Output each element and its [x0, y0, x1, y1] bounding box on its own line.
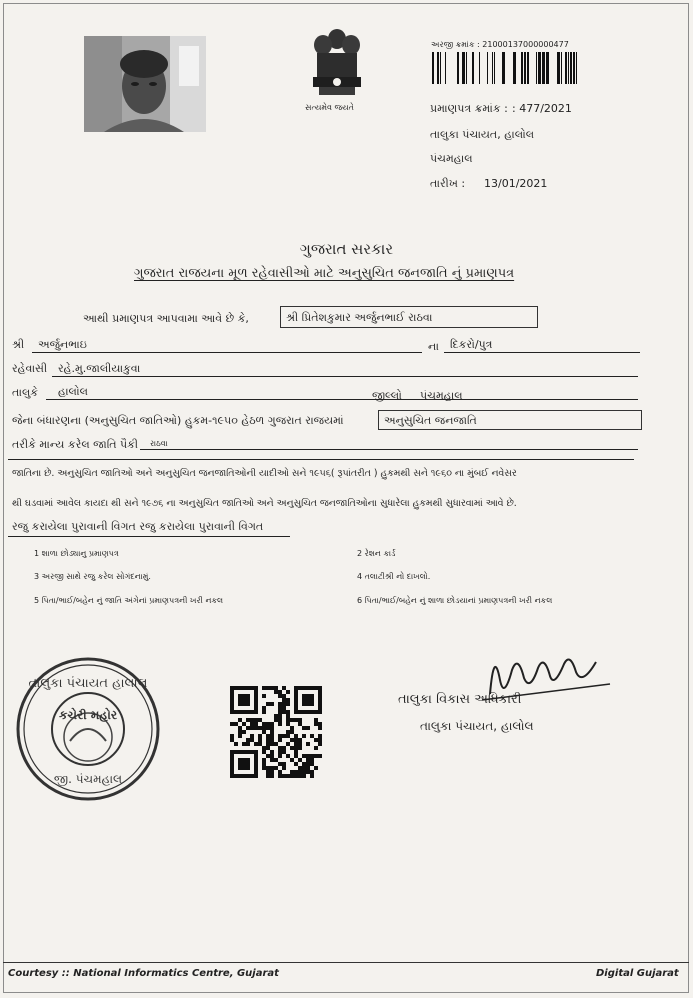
paragraph-line-2: થી ઘડવામાં આવેલ કાયદા થી સને ૧૯૭૬ ના અનુસુચિત જાતિઓ અને અનુસુચિત જનજાતિઓના સુધારેલા હુકમથી સુધારવામાં આવે છે.: [12, 498, 517, 509]
evidence-item: 3 અરજી સાથે રજુ કરેલ સોગંદનામું.: [34, 572, 151, 581]
evidence-item: 4 તલાટીશ્રી નો દાખલો.: [357, 572, 431, 581]
evidence-item: 2 રેશન કાર્ડ: [357, 549, 396, 558]
signatory-designation: તાલુકા વિકાસ અધિકારી: [398, 692, 522, 707]
national-emblem-icon: [303, 25, 371, 115]
evidence-item: 1 શાળા છોડ્યાનુ પ્રમાણપત્ર: [34, 549, 119, 558]
father-name-line: [32, 352, 422, 353]
certificate-number: : 477/2021: [512, 102, 572, 115]
government-title: ગુજરાત સરકાર: [299, 240, 394, 258]
office-seal-stamp: [14, 655, 162, 803]
category: અનુસુચિત જનજાતિ: [384, 414, 477, 427]
tribe-label: તરીકે માન્ય કરેલ જાતિ પૈકી: [12, 438, 139, 451]
relation-line: [444, 352, 640, 353]
application-number: અરજી ક્રમાંક : 21000137000000477: [431, 40, 569, 49]
applicant-photo: [84, 36, 206, 132]
emblem-motto: સત્યમેવ જયતે: [305, 103, 354, 112]
seal-ring-text: તાલુકા પંચાયત હાલોલ: [28, 676, 148, 691]
shri-label: શ્રી: [12, 338, 25, 351]
district: પંચમહાલ: [420, 389, 463, 402]
intro-text: આથી પ્રમાણપત્ર આપવામા આવે છે કે,: [83, 312, 249, 325]
signatory-office: તાલુકા પંચાયત, હાલોલ: [420, 719, 534, 733]
paragraph-top-rule: [8, 459, 634, 460]
taluka: હાલોલ: [58, 385, 88, 398]
district-label: જીલ્લો: [372, 389, 402, 402]
date-label: તારીખ :: [430, 177, 466, 190]
taluka-line: [46, 399, 638, 400]
certificate-number-label: પ્રમાણપત્ર ક્રમાંક :: [430, 102, 508, 115]
issuing-district: પંચમહાલ: [430, 152, 473, 165]
footer-rule: [3, 962, 689, 963]
evidence-heading: રજુ કરાયેલા પુરાવાની વિગત રજુ કરાયેલા પુરાવાની વિગત: [12, 520, 264, 533]
certificate-title: ગુજરાત રાજયના મૂળ રહેવાસીઓ માટે અનુસુચિત જનજાતિ નું પ્રમાણપત્ર: [134, 266, 515, 281]
resident-label: રહેવાસી: [12, 362, 48, 375]
evidence-heading-rule: [8, 536, 290, 537]
verification-qr-code: [230, 686, 322, 778]
footer-brand: Digital Gujarat: [596, 968, 679, 979]
seal-center-text: કચેરી મહોર: [58, 708, 118, 722]
taluka-label: તાલુકે: [12, 386, 39, 399]
residence: રહે.મુ.જાલીયાકુવા: [58, 362, 141, 375]
issue-date: 13/01/2021: [484, 177, 548, 190]
evidence-item: 5 પિતા/ભાઈ/બહેન નું જાતિ અંગેનાં પ્રમાણપત્રની ખરી નકલ: [34, 596, 224, 605]
evidence-item: 6 પિતા/ભાઈ/બહેન નું શાળા છોડયાનાં પ્રમાણપત્રની ખરી નકલ: [357, 596, 553, 605]
order-text: જેના બંધારણના (અનુસુચિત જાતિઓ) હુકમ-૧૯૫૦ હેઠળ ગુજરાત રાજયમાં: [12, 414, 344, 427]
application-barcode: [432, 52, 580, 84]
holder-name: શ્રી પ્રિતેશકુમાર અર્જુનભાઈ રાઠવા: [286, 311, 433, 324]
seal-bottom-text: જી. પંચમહાલ: [53, 772, 123, 786]
footer-courtesy: Courtesy :: National Informatics Centre, Gujarat: [8, 968, 279, 979]
na-label: ના: [428, 340, 439, 353]
relation: દિકરો/પુત્ર: [450, 338, 493, 351]
issuing-office: તાલુકા પંચાયત, હાલોલ: [430, 128, 535, 141]
tribe-line: [140, 449, 638, 450]
tribe: રાઠવા: [150, 439, 168, 448]
paragraph-line-1: જાતિના છે. અનુસુચિત જાતિઓ અને અનુસુચિત જનજાતિઓની યાદીઓ સને ૧૯૫૬( રૂપાંતરીત ) હુકમથી સને ૧૯૬૦ ના મુંબઈ નવેસર: [12, 468, 517, 479]
residence-line: [52, 376, 638, 377]
father-name: અર્જુનભાઇ: [38, 338, 87, 351]
